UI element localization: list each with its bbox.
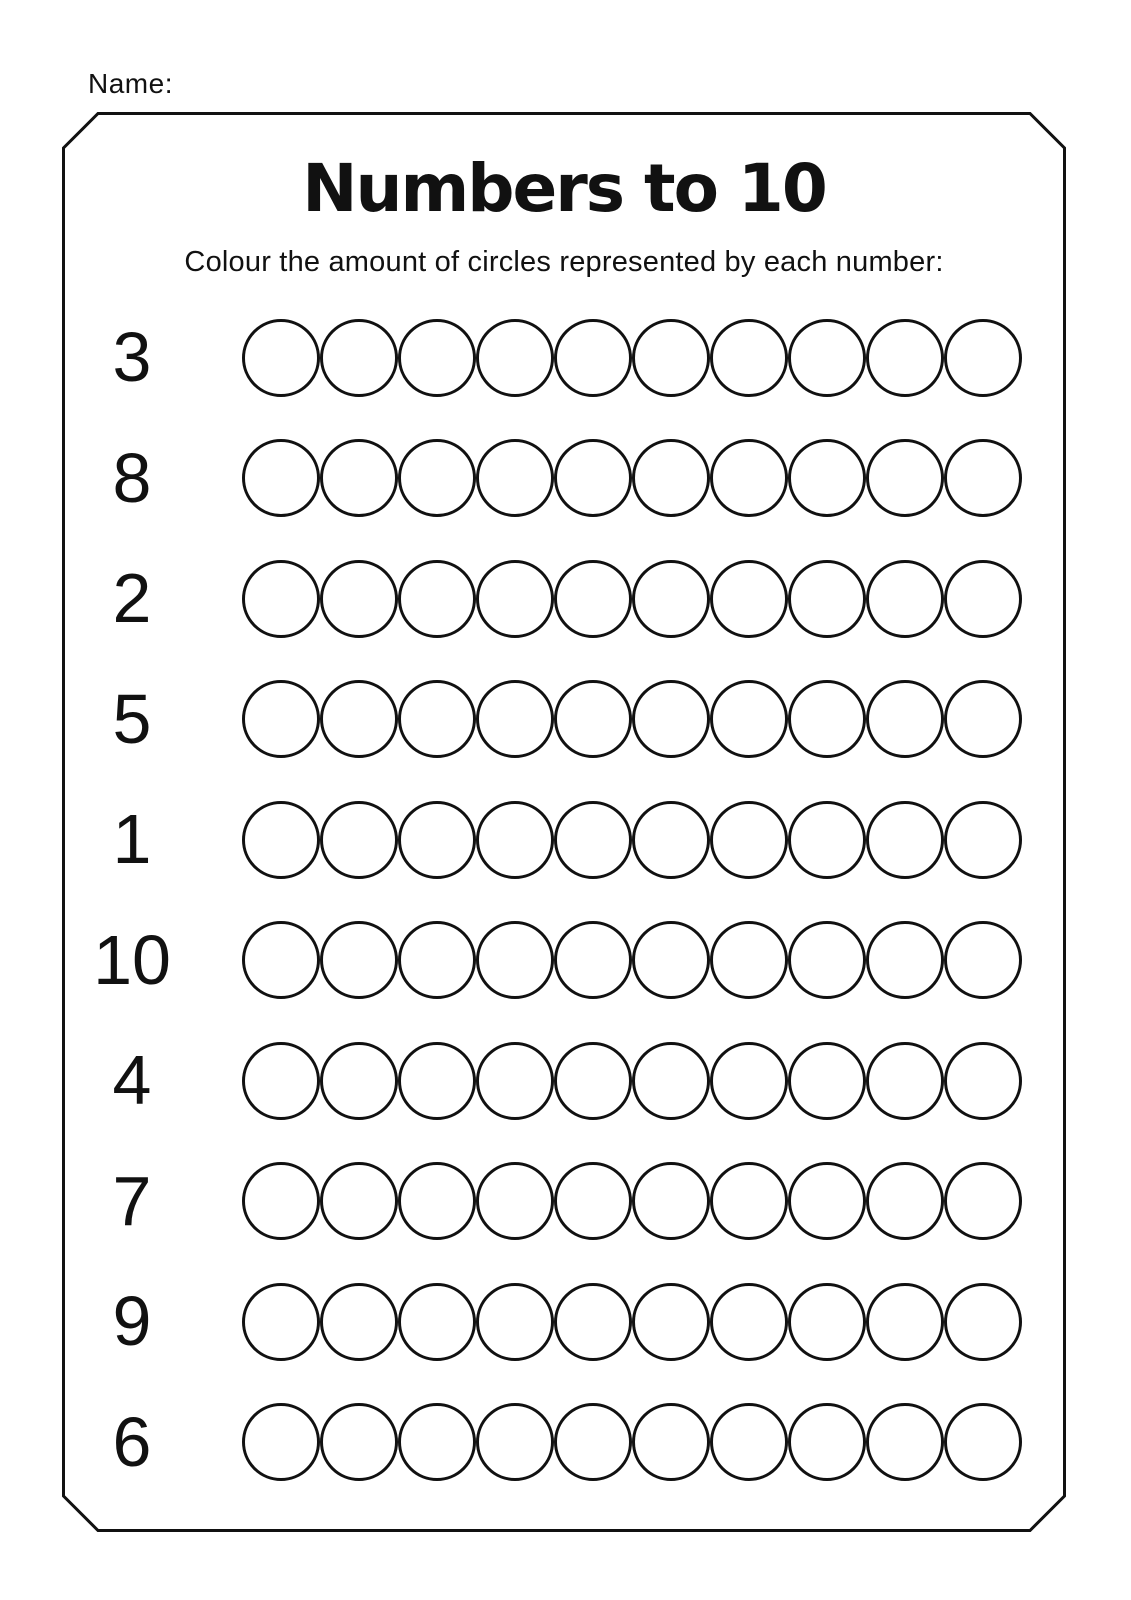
colour-circle[interactable] <box>866 921 944 999</box>
colour-circle[interactable] <box>944 439 1022 517</box>
colour-circle[interactable] <box>398 680 476 758</box>
circle-row <box>242 1283 1022 1361</box>
colour-circle[interactable] <box>632 1042 710 1120</box>
colour-circle[interactable] <box>710 921 788 999</box>
rows-container <box>62 318 1066 1482</box>
colour-circle[interactable] <box>476 1042 554 1120</box>
colour-circle[interactable] <box>710 680 788 758</box>
colour-circle[interactable] <box>242 801 320 879</box>
colour-circle[interactable] <box>398 1042 476 1120</box>
colour-circle[interactable] <box>242 560 320 638</box>
colour-circle[interactable] <box>476 319 554 397</box>
colour-circle[interactable] <box>632 1403 710 1481</box>
colour-circle[interactable] <box>398 1162 476 1240</box>
colour-circle[interactable] <box>866 1042 944 1120</box>
colour-circle[interactable] <box>320 1403 398 1481</box>
row-number-label: 9 <box>112 1282 152 1360</box>
colour-circle[interactable] <box>866 1162 944 1240</box>
row-number-label: 10 <box>93 920 171 999</box>
circle-row <box>242 319 1022 397</box>
row-number-label: 5 <box>112 679 152 758</box>
colour-circle[interactable] <box>944 1042 1022 1120</box>
colour-circle[interactable] <box>710 439 788 517</box>
colour-circle[interactable] <box>788 560 866 638</box>
colour-circle[interactable] <box>554 921 632 999</box>
colour-circle[interactable] <box>788 680 866 758</box>
number-row <box>62 800 1066 879</box>
colour-circle[interactable] <box>554 1403 632 1481</box>
worksheet-title: Numbers to 10 <box>302 150 826 227</box>
colour-circle[interactable] <box>866 439 944 517</box>
colour-circle[interactable] <box>476 1403 554 1481</box>
worksheet-frame <box>62 112 1066 1532</box>
colour-circle[interactable] <box>398 1403 476 1481</box>
circle-row <box>242 560 1022 638</box>
row-number-label: 8 <box>112 438 152 517</box>
colour-circle[interactable] <box>476 439 554 517</box>
colour-circle[interactable] <box>710 319 788 397</box>
colour-circle[interactable] <box>632 1162 710 1240</box>
colour-circle[interactable] <box>788 439 866 517</box>
number-row <box>62 318 1066 397</box>
colour-circle[interactable] <box>788 801 866 879</box>
colour-circle[interactable] <box>554 560 632 638</box>
colour-circle[interactable] <box>944 1162 1022 1240</box>
colour-circle[interactable] <box>710 1283 788 1361</box>
circle-row <box>242 439 1022 517</box>
row-number-label: 7 <box>112 1161 152 1240</box>
colour-circle[interactable] <box>632 1283 710 1361</box>
colour-circle[interactable] <box>632 680 710 758</box>
number-row <box>62 1403 1066 1482</box>
colour-circle[interactable] <box>554 1162 632 1240</box>
colour-circle[interactable] <box>476 1283 554 1361</box>
colour-circle[interactable] <box>320 680 398 758</box>
row-number-label: 6 <box>112 1402 152 1481</box>
colour-circle[interactable] <box>476 1162 554 1240</box>
colour-circle[interactable] <box>788 1162 866 1240</box>
colour-circle[interactable] <box>710 1162 788 1240</box>
colour-circle[interactable] <box>944 680 1022 758</box>
colour-circle[interactable] <box>320 319 398 397</box>
number-row <box>62 921 1066 1000</box>
circle-row <box>242 1403 1022 1481</box>
number-row <box>62 439 1066 518</box>
circle-row <box>242 921 1022 999</box>
colour-circle[interactable] <box>866 1283 944 1361</box>
colour-circle[interactable] <box>242 1403 320 1481</box>
colour-circle[interactable] <box>866 680 944 758</box>
number-row <box>62 1282 1066 1361</box>
colour-circle[interactable] <box>320 801 398 879</box>
colour-circle[interactable] <box>242 439 320 517</box>
colour-circle[interactable] <box>554 1042 632 1120</box>
circle-row <box>242 1162 1022 1240</box>
colour-circle[interactable] <box>632 921 710 999</box>
colour-circle[interactable] <box>320 1042 398 1120</box>
colour-circle[interactable] <box>242 319 320 397</box>
colour-circle[interactable] <box>710 801 788 879</box>
number-row <box>62 1041 1066 1120</box>
colour-circle[interactable] <box>554 319 632 397</box>
row-number-label: 4 <box>112 1041 152 1119</box>
colour-circle[interactable] <box>866 319 944 397</box>
number-row <box>62 559 1066 638</box>
colour-circle[interactable] <box>554 1283 632 1361</box>
colour-circle[interactable] <box>242 1042 320 1120</box>
colour-circle[interactable] <box>632 439 710 517</box>
colour-circle[interactable] <box>320 921 398 999</box>
row-number-label: 2 <box>112 559 152 637</box>
circle-row <box>242 801 1022 879</box>
colour-circle[interactable] <box>632 319 710 397</box>
colour-circle[interactable] <box>788 319 866 397</box>
colour-circle[interactable] <box>866 1403 944 1481</box>
colour-circle[interactable] <box>476 921 554 999</box>
colour-circle[interactable] <box>398 801 476 879</box>
name-label: Name: <box>88 68 173 99</box>
number-row <box>62 1162 1066 1241</box>
colour-circle[interactable] <box>398 439 476 517</box>
colour-circle[interactable] <box>866 560 944 638</box>
colour-circle[interactable] <box>554 680 632 758</box>
colour-circle[interactable] <box>944 1403 1022 1481</box>
colour-circle[interactable] <box>944 560 1022 638</box>
colour-circle[interactable] <box>320 1283 398 1361</box>
colour-circle[interactable] <box>632 560 710 638</box>
colour-circle[interactable] <box>788 1283 866 1361</box>
colour-circle[interactable] <box>788 1042 866 1120</box>
colour-circle[interactable] <box>242 921 320 999</box>
colour-circle[interactable] <box>476 801 554 879</box>
colour-circle[interactable] <box>710 1403 788 1481</box>
colour-circle[interactable] <box>320 1162 398 1240</box>
colour-circle[interactable] <box>398 319 476 397</box>
colour-circle[interactable] <box>476 560 554 638</box>
colour-circle[interactable] <box>398 1283 476 1361</box>
number-row <box>62 680 1066 759</box>
colour-circle[interactable] <box>320 439 398 517</box>
colour-circle[interactable] <box>320 560 398 638</box>
row-number-label: 1 <box>112 800 152 878</box>
colour-circle[interactable] <box>944 801 1022 879</box>
colour-circle[interactable] <box>944 921 1022 999</box>
colour-circle[interactable] <box>788 921 866 999</box>
row-number-label: 3 <box>112 318 152 396</box>
circle-row <box>242 1042 1022 1120</box>
colour-circle[interactable] <box>788 1403 866 1481</box>
colour-circle[interactable] <box>398 921 476 999</box>
colour-circle[interactable] <box>398 560 476 638</box>
colour-circle[interactable] <box>866 801 944 879</box>
colour-circle[interactable] <box>242 1283 320 1361</box>
worksheet-instruction: Colour the amount of circles represented by each number: <box>184 246 944 278</box>
colour-circle[interactable] <box>242 680 320 758</box>
colour-circle[interactable] <box>710 560 788 638</box>
colour-circle[interactable] <box>632 801 710 879</box>
colour-circle[interactable] <box>476 680 554 758</box>
colour-circle[interactable] <box>554 439 632 517</box>
colour-circle[interactable] <box>944 319 1022 397</box>
colour-circle[interactable] <box>242 1162 320 1240</box>
colour-circle[interactable] <box>554 801 632 879</box>
circle-row <box>242 680 1022 758</box>
colour-circle[interactable] <box>710 1042 788 1120</box>
colour-circle[interactable] <box>944 1283 1022 1361</box>
